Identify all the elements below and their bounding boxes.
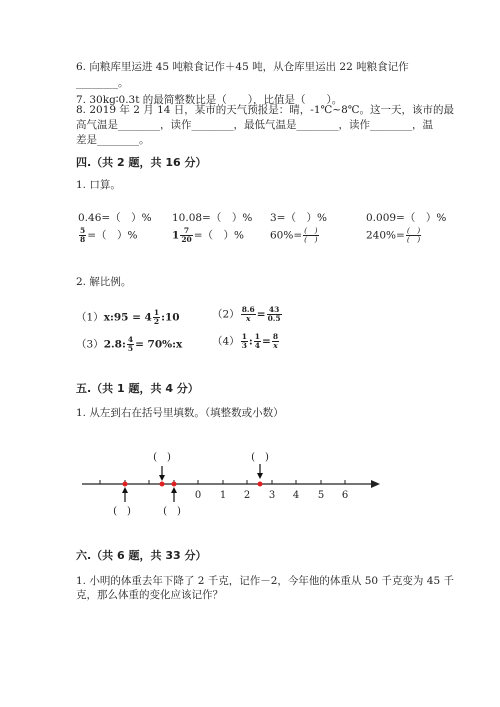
section-5-title: 五.（共 1 题，共 4 分） (76, 382, 199, 395)
oral-item-7: 60%= $\frac{( )}{( )}$ (270, 226, 318, 244)
tick-label-6: 6 (341, 490, 349, 501)
number-line-question: 1. 从左到右在括号里填数。（填整数或小数） (76, 407, 284, 419)
ratio-problem-4: （4） $\frac{1}{3}$ : $\frac{1}{4}$ = $\frac{8}{x}$ (212, 332, 279, 350)
weight-question-line-2: 克，那么体重的变化应该记作？ (76, 589, 223, 601)
question-7: 7. 30kg∶0.3t 的最简整数比是（ ），比值是（ ）。 (76, 94, 343, 106)
oral-calc-title: 1. 口算。 (76, 179, 121, 191)
number-line-figure (0, 440, 500, 520)
question-6-blank: ________。 (76, 77, 129, 89)
section-4-title: 四.（共 2 题，共 16 分） (76, 156, 207, 169)
tick-label-0: 0 (194, 490, 202, 501)
tick-label-4: 4 (292, 490, 300, 501)
oral-item-6: 1 $\frac{7}{20}$ =（ ）% (172, 226, 245, 244)
ratio-problem-2: （2） $\frac{8.6}{x}$ = $\frac{43}{0.5}$ (212, 305, 281, 323)
ratio-problem-1: （1）x:95 = 4 $\frac{1}{2}$ :10 (76, 308, 180, 326)
tick-label-2: 2 (243, 490, 251, 501)
oral-item-4: 0.009=（ ）% (366, 212, 447, 224)
oral-item-8: 240%= $\frac{( )}{( )}$ (366, 226, 421, 244)
question-8-line-1: 8. 2019 年 2 月 14 日，某市的天气预报是：晴，-1℃~8℃。这一天，该市的最 (76, 104, 455, 116)
number-line-ticks (100, 480, 345, 484)
oral-item-3: 3=（ ）% (270, 212, 327, 224)
bracket-top-1: ( ) (153, 452, 171, 463)
oral-item-2: 10.08=（ ）% (172, 212, 253, 224)
bracket-bottom-1: ( ) (113, 506, 131, 517)
tick-label-5: 5 (317, 490, 325, 501)
tick-label-1: 1 (219, 490, 227, 501)
up-arrows (122, 487, 177, 502)
point-b (160, 482, 165, 487)
bracket-bottom-2: ( ) (163, 506, 181, 517)
point-c (172, 482, 177, 487)
oral-item-1: 0.46=（ ）% (78, 212, 152, 224)
question-6: 6. 向粮库里运进 45 吨粮食记作＋45 吨，从仓库里运出 22 吨粮食记作 (76, 61, 409, 73)
question-8-line-3: 差是________。 (76, 134, 150, 146)
point-d (258, 482, 263, 487)
bracket-top-2: ( ) (251, 452, 269, 463)
down-arrows (159, 464, 263, 481)
tick-label-3: 3 (268, 490, 276, 501)
solve-ratio-title: 2. 解比例。 (76, 276, 132, 288)
question-8-line-2: 高气温是________，读作________，最低气温是________，读作________，温 (76, 119, 433, 131)
oral-item-5: $\frac{5}{8}$ =（ ）% (80, 226, 138, 244)
section-6-title: 六.（共 6 题，共 33 分） (76, 549, 207, 562)
point-a (123, 482, 128, 487)
weight-question-line-1: 1. 小明的体重去年下降了 2 千克，记作－2，今年他的体重从 50 千克变为 45 千 (76, 575, 454, 587)
ratio-problem-3: （3）2.8: $\frac{4}{5}$ = 70%:x (76, 335, 183, 353)
